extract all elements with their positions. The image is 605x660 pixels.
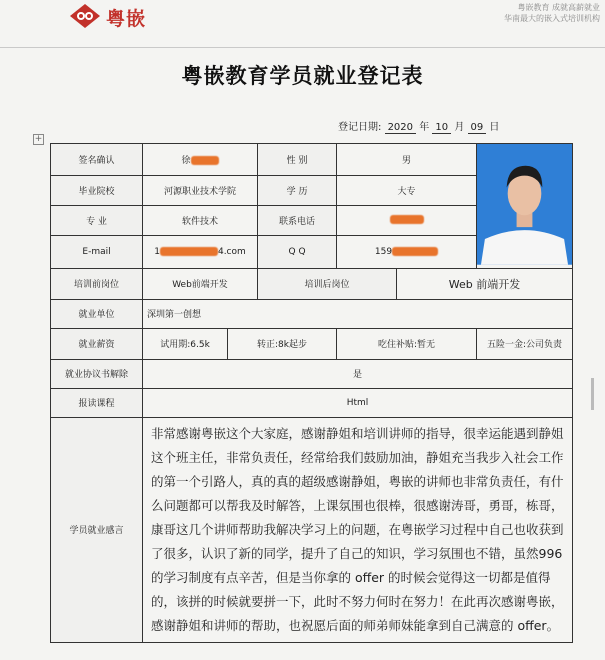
email-value: 1 4.com [143,235,258,268]
course-label: 报读课程 [51,388,143,417]
agreement-value: 是 [143,359,573,388]
salary-regular: 转正:8k起步 [228,328,337,359]
major-label: 专 业 [51,205,143,235]
major-value: 软件技术 [143,205,258,235]
school-label: 毕业院校 [51,175,143,205]
page-title: 粤嵌教育学员就业登记表 [181,64,424,88]
gender-label: 性 别 [258,144,337,176]
brand-name: 粤嵌 [106,8,147,30]
salary-trial: 试用期:6.5k [143,328,228,359]
date-day-unit: 日 [489,122,500,133]
sign-label: 签名确认 [51,144,143,176]
logo-mark-icon [68,2,102,30]
redaction [191,156,219,165]
education-label: 学 历 [258,175,337,205]
registration-form [50,143,573,643]
phone-value [337,205,477,235]
side-resize-handle[interactable] [591,378,594,410]
redaction [390,215,424,224]
date-year: 2020 [385,122,416,134]
school-value: 河源职业技术学院 [143,175,258,205]
registration-date [338,118,499,134]
sign-value: 徐 [143,144,258,176]
student-photo [477,144,573,269]
feedback-text: 非常感谢粤嵌这个大家庭，感谢静姐和培训讲师的指导，很幸运能遇到静姐这个班主任，非常负责任，经常给我们鼓励加油，静姐充当我步入社会工作的第一个引路人，真的真的超级感谢静姐，粤嵌的讲师也非常负责任，有什么问题都可以帮我及时解答，上课氛围也很棒，很感谢涛哥，勇哥，栋哥，康哥这几个讲师帮助我解决学习上的问题，在粤嵌学习过程中自己也收获到了很多，认识了新的同学，提升了自己的知识，学习氛围也不错，虽然996的学习制度有点辛苦，但是当你拿的 offer 的时候会觉得这一切都是值得的，该拼的时候就要拼一下，此时不努力何时在努力！在此再次感谢粤嵌，感谢静姐和讲师的帮助，也祝愿后面的师弟师妹能拿到自己满意的 offer。 [143,417,573,642]
slogan-line-1: 粤嵌教育 成就高薪就业 [517,3,600,12]
agreement-label: 就业协议书解除 [51,359,143,388]
employer-label: 就业单位 [51,299,143,328]
date-day: 09 [468,122,487,134]
qq-value: 159 [337,235,477,268]
salary-insurance: 五险一金:公司负责 [477,328,573,359]
date-label: 登记日期: [338,122,382,133]
date-year-unit: 年 [419,122,430,133]
pre-job-value: Web前端开发 [143,268,258,299]
feedback-label: 学员就业感言 [51,417,143,642]
salary-label: 就业薪资 [51,328,143,359]
date-month-unit: 月 [454,122,465,133]
employer-value: 深圳第一创想 [143,299,573,328]
education-value: 大专 [337,175,477,205]
course-value: Html [143,388,573,417]
date-month: 10 [432,122,451,134]
salary-allowance: 吃住补贴:暂无 [337,328,477,359]
redaction [160,247,218,256]
post-job-label: 培训后岗位 [258,268,397,299]
post-job-value: Web 前端开发 [397,268,573,299]
brand-logo [68,2,178,32]
pre-job-label: 培训前岗位 [51,268,143,299]
slogan-line-2: 华南最大的嵌入式培训机构 [504,14,600,23]
redaction [392,247,438,256]
gender-value: 男 [337,144,477,176]
qq-label: Q Q [258,235,337,268]
phone-label: 联系电话 [258,205,337,235]
student-photo-icon [477,144,572,265]
email-label: E-mail [51,235,143,268]
slogan [440,2,600,24]
header-divider [0,47,605,48]
table-move-handle-icon[interactable]: + [34,134,43,144]
